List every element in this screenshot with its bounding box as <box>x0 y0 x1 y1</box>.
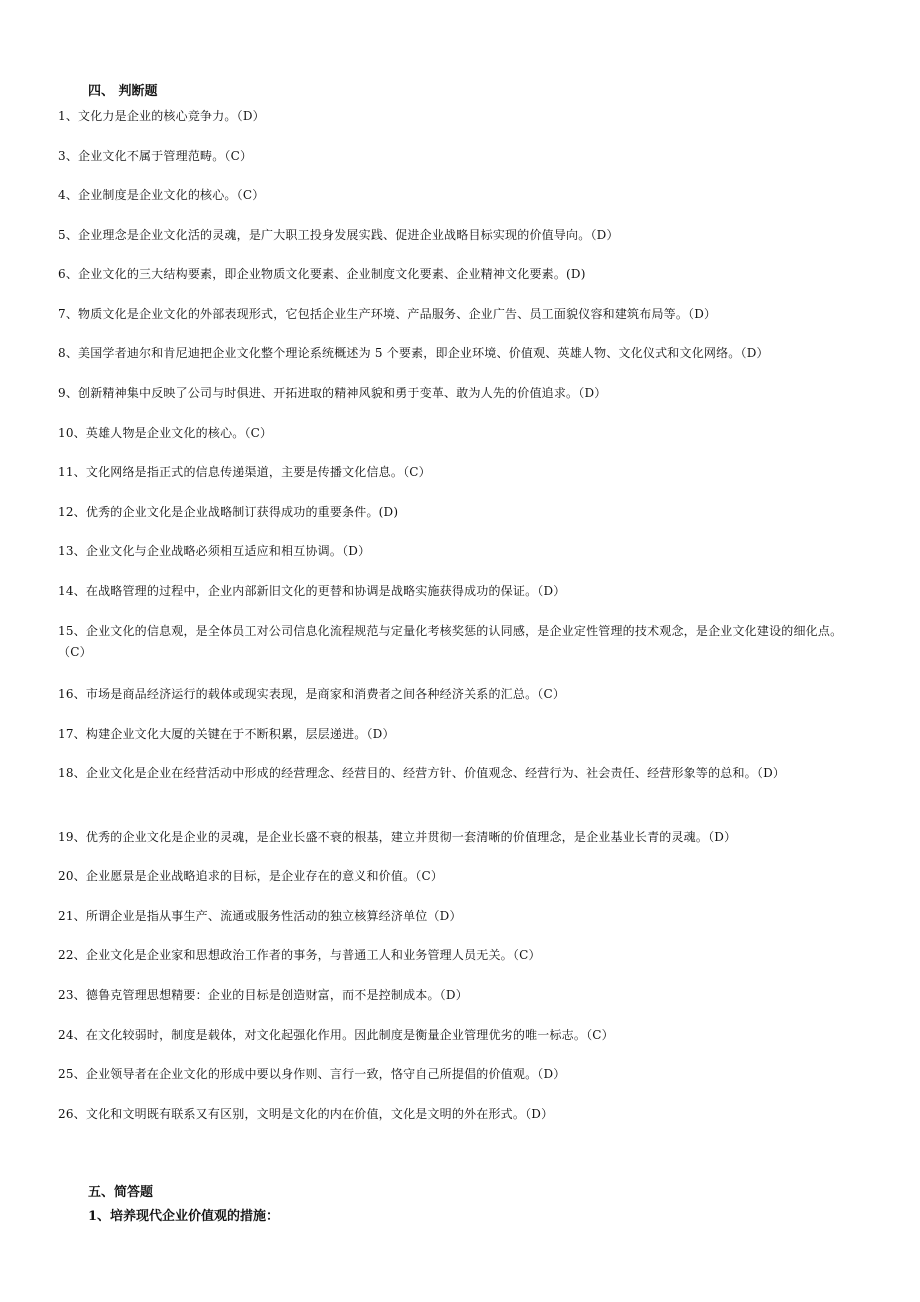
section-5-title: 五、简答题 <box>88 1185 154 1200</box>
question-item: 11、文化网络是指正式的信息传递渠道，主要是传播文化信息。（C） <box>58 465 431 479</box>
question-item: 20、企业愿景是企业战略追求的目标，是企业存在的意义和价值。（C） <box>58 869 444 883</box>
question-item: 17、构建企业文化大厦的关键在于不断积累，层层递进。（D） <box>58 727 395 741</box>
question-item: 7、物质文化是企业文化的外部表现形式，它包括企业生产环境、产品服务、企业广告、员工面貌仪容和建筑布局等。（D） <box>58 307 717 321</box>
question-item: 18、企业文化是企业在经营活动中形成的经营理念、经营目的、经营方针、价值观念、经营行为、社会责任、经营形象等的总和。（D） <box>58 766 786 780</box>
section-4-title: 四、 判断题 <box>88 84 158 99</box>
question-item: 15、企业文化的信息观，是全体员工对公司信息化流程规范与定量化考核奖惩的认同感，是企业定性管理的技术观念，是企业文化建设的细化点。（C） <box>58 624 843 659</box>
question-item: 6、企业文化的三大结构要素，即企业物质文化要素、企业制度文化要素、企业精神文化要素。(D) <box>58 267 586 281</box>
question-item: 1、文化力是企业的核心竞争力。（D） <box>58 109 265 123</box>
question-item: 13、企业文化与企业战略必须相互适应和相互协调。（D） <box>58 544 371 558</box>
question-item: 19、优秀的企业文化是企业的灵魂，是企业长盛不衰的根基，建立并贯彻一套清晰的价值理念，是企业基业长青的灵魂。（D） <box>58 830 737 844</box>
question-item: 4、企业制度是企业文化的核心。（C） <box>58 188 265 202</box>
question-item: 22、企业文化是企业家和思想政治工作者的事务，与普通工人和业务管理人员无关。（C） <box>58 948 541 962</box>
question-item: 26、文化和文明既有联系又有区别，文明是文化的内在价值，文化是文明的外在形式。（D） <box>58 1107 554 1121</box>
question-item: 9、创新精神集中反映了公司与时俱进、开拓进取的精神风貌和勇于变革、敢为人先的价值追求。（D） <box>58 386 607 400</box>
question-item: 24、在文化较弱时，制度是载体，对文化起强化作用。因此制度是衡量企业管理优劣的唯一标志。（C） <box>58 1028 614 1042</box>
question-item: 25、企业领导者在企业文化的形成中要以身作则、言行一致，恪守自己所提倡的价值观。（D） <box>58 1067 566 1081</box>
question-item: 3、企业文化不属于管理范畴。（C） <box>58 149 253 163</box>
question-item: 8、美国学者迪尔和肯尼迪把企业文化整个理论系统概述为 5 个要素，即企业环境、价值观、英雄人物、文化仪式和文化网络。（D） <box>58 346 769 360</box>
question-item: 14、在战略管理的过程中，企业内部新旧文化的更替和协调是战略实施获得成功的保证。（D） <box>58 584 566 598</box>
question-item: 16、市场是商品经济运行的载体或现实表现，是商家和消费者之间各种经济关系的汇总。（C） <box>58 687 566 701</box>
question-item: 10、英雄人物是企业文化的核心。（C） <box>58 426 273 440</box>
question-item: 12、优秀的企业文化是企业战略制订获得成功的重要条件。(D) <box>58 505 399 519</box>
question-item: 5、企业理念是企业文化活的灵魂，是广大职工投身发展实践、促进企业战略目标实现的价值导向。（D） <box>58 228 619 242</box>
section-5-subtitle: 1、培养现代企业价值观的措施： <box>88 1209 280 1224</box>
question-item: 21、所谓企业是指从事生产、流通或服务性活动的独立核算经济单位（D） <box>58 909 462 923</box>
question-item: 23、德鲁克管理思想精要：企业的目标是创造财富，而不是控制成本。（D） <box>58 988 468 1002</box>
